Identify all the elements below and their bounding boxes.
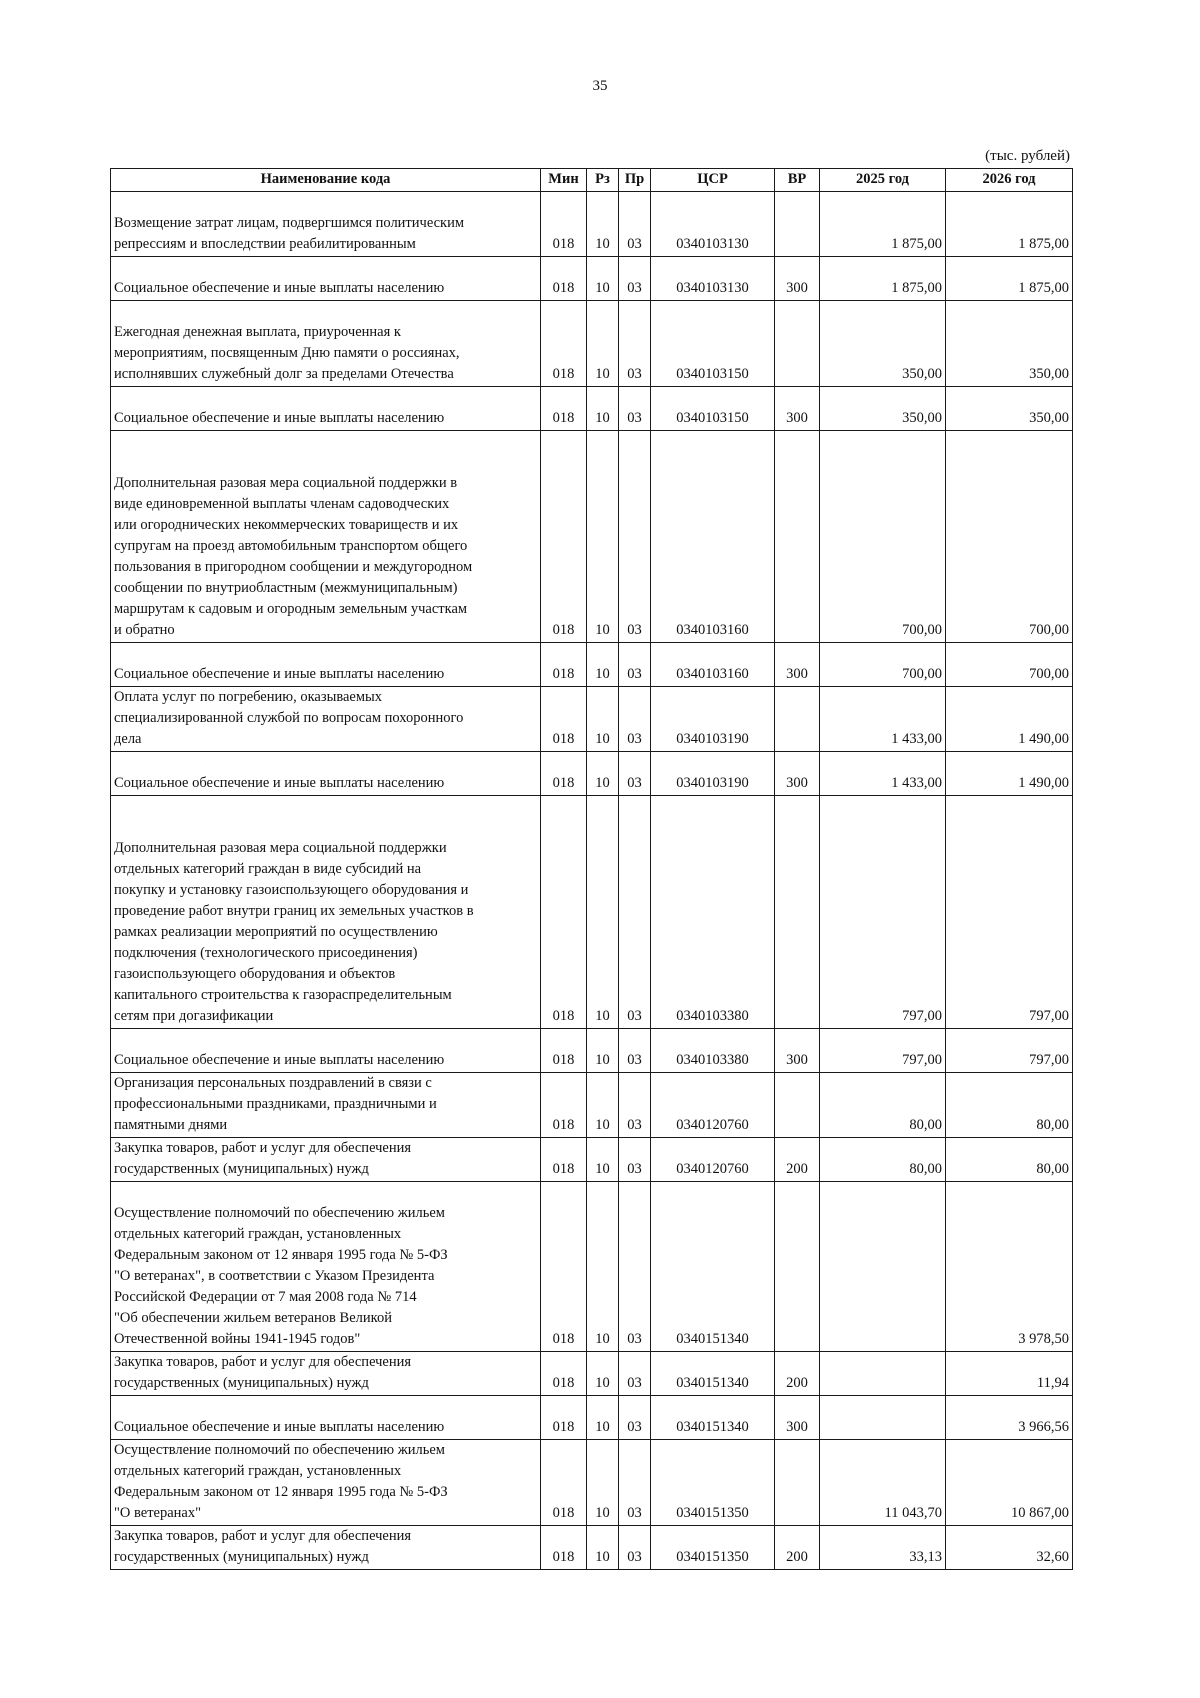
row-name-line: Федеральным законом от 12 января 1995 года № 5-ФЗ (114, 1484, 448, 1500)
row-csr: 0340151350 (651, 1440, 775, 1526)
row-min: 018 (541, 1440, 587, 1526)
row-name-line: Отечественной войны 1941-1945 годов" (114, 1331, 361, 1347)
row-pr: 03 (619, 1396, 651, 1440)
row-spacer (114, 643, 537, 664)
table-row (111, 301, 1073, 387)
row-amount-2026: 32,60 (946, 1526, 1073, 1570)
table-row (111, 1352, 1073, 1396)
row-amount-2025: 1 875,00 (820, 257, 946, 301)
row-min: 018 (541, 1396, 587, 1440)
row-min: 018 (541, 301, 587, 387)
table-row (111, 431, 1073, 643)
row-name (111, 687, 541, 752)
row-name (111, 796, 541, 1029)
row-rz: 10 (587, 643, 619, 687)
row-amount-2026: 1 490,00 (946, 687, 1073, 752)
row-name-line: Организация персональных поздравлений в связи с (114, 1075, 432, 1091)
row-name-line: Социальное обеспечение и иные выплаты населению (114, 1419, 445, 1435)
row-vr: 300 (775, 257, 820, 301)
row-vr (775, 1073, 820, 1138)
row-name-line: Закупка товаров, работ и услуг для обеспечения (114, 1140, 412, 1156)
row-name-line: Федеральным законом от 12 января 1995 года № 5-ФЗ (114, 1247, 448, 1263)
row-rz: 10 (587, 752, 619, 796)
row-rz: 10 (587, 301, 619, 387)
row-rz: 10 (587, 1182, 619, 1352)
row-name-line: сообщении по внутриобластным (межмуниципальным) (114, 580, 458, 596)
row-amount-2026: 3 978,50 (946, 1182, 1073, 1352)
row-min: 018 (541, 1182, 587, 1352)
row-pr: 03 (619, 301, 651, 387)
row-spacer (114, 796, 537, 817)
row-vr: 300 (775, 1396, 820, 1440)
table-row (111, 387, 1073, 431)
row-csr: 0340151340 (651, 1182, 775, 1352)
row-name-line: Возмещение затрат лицам, подвергшимся политическим (114, 215, 465, 231)
row-name-line: государственных (муниципальных) нужд (114, 1375, 369, 1391)
row-vr: 200 (775, 1352, 820, 1396)
row-csr: 0340103380 (651, 1029, 775, 1073)
row-name (111, 257, 541, 301)
row-name-line: проведение работ внутри границ их земельных участков в (114, 903, 474, 919)
col-header-vr: ВР (775, 169, 820, 192)
table-row (111, 192, 1073, 257)
row-min: 018 (541, 387, 587, 431)
row-spacer (114, 431, 537, 452)
row-amount-2026: 797,00 (946, 1029, 1073, 1073)
row-name-line: и обратно (114, 622, 175, 638)
row-min: 018 (541, 643, 587, 687)
row-amount-2025: 1 433,00 (820, 687, 946, 752)
table-body (111, 192, 1073, 1570)
row-name-line: покупку и установку газоиспользующего оборудования и (114, 882, 469, 898)
row-vr (775, 192, 820, 257)
row-pr: 03 (619, 1073, 651, 1138)
row-amount-2026: 80,00 (946, 1138, 1073, 1182)
row-pr: 03 (619, 192, 651, 257)
row-name-line: Закупка товаров, работ и услуг для обеспечения (114, 1528, 412, 1544)
row-vr: 300 (775, 643, 820, 687)
row-csr: 0340151340 (651, 1396, 775, 1440)
row-name (111, 301, 541, 387)
row-name-line: газоиспользующего оборудования и объектов (114, 966, 396, 982)
row-spacer (114, 817, 537, 838)
row-csr: 0340120760 (651, 1073, 775, 1138)
row-name-line: Дополнительная разовая мера социальной поддержки в (114, 475, 458, 491)
row-name-line: государственных (муниципальных) нужд (114, 1161, 369, 1177)
page-number: 35 (592, 78, 608, 94)
row-vr: 300 (775, 1029, 820, 1073)
row-pr: 03 (619, 1138, 651, 1182)
row-amount-2026: 1 875,00 (946, 257, 1073, 301)
row-vr (775, 431, 820, 643)
row-name-line: Социальное обеспечение и иные выплаты населению (114, 280, 445, 296)
row-csr: 0340103150 (651, 301, 775, 387)
row-rz: 10 (587, 1352, 619, 1396)
row-amount-2025: 80,00 (820, 1073, 946, 1138)
row-spacer (114, 192, 537, 213)
table-row (111, 643, 1073, 687)
row-pr: 03 (619, 1440, 651, 1526)
row-name-line: исполнявших служебный долг за пределами Отечества (114, 366, 454, 382)
row-name-line: капитального строительства к газораспределительным (114, 987, 452, 1003)
row-min: 018 (541, 1352, 587, 1396)
row-vr (775, 301, 820, 387)
row-name (111, 1138, 541, 1182)
row-pr: 03 (619, 431, 651, 643)
row-name-line: Социальное обеспечение и иные выплаты населению (114, 666, 445, 682)
row-pr: 03 (619, 643, 651, 687)
header-row (111, 169, 1073, 192)
row-name (111, 643, 541, 687)
row-name-line: Осуществление полномочий по обеспечению жильем (114, 1442, 445, 1458)
table-row (111, 1440, 1073, 1526)
row-pr: 03 (619, 752, 651, 796)
row-amount-2026: 3 966,56 (946, 1396, 1073, 1440)
row-amount-2025: 350,00 (820, 301, 946, 387)
row-amount-2025 (820, 1182, 946, 1352)
row-name-line: Социальное обеспечение и иные выплаты населению (114, 775, 445, 791)
row-csr: 0340151340 (651, 1352, 775, 1396)
col-header-name: Наименование кода (111, 169, 541, 192)
row-pr: 03 (619, 1526, 651, 1570)
col-header-min: Мин (541, 169, 587, 192)
row-spacer (114, 1396, 537, 1417)
row-name-line: репрессиям и впоследствии реабилитированным (114, 236, 416, 252)
row-name (111, 431, 541, 643)
row-name (111, 387, 541, 431)
row-amount-2025 (820, 1396, 946, 1440)
row-spacer (114, 257, 537, 278)
row-name-line: отдельных категорий граждан в виде субсидий на (114, 861, 422, 877)
row-csr: 0340103380 (651, 796, 775, 1029)
row-name-line: маршрутам к садовым и огородным земельным участкам (114, 601, 468, 617)
row-vr (775, 1182, 820, 1352)
row-pr: 03 (619, 1352, 651, 1396)
row-amount-2025: 700,00 (820, 431, 946, 643)
row-csr: 0340103150 (651, 387, 775, 431)
row-amount-2025: 11 043,70 (820, 1440, 946, 1526)
row-name (111, 1440, 541, 1526)
row-vr: 300 (775, 387, 820, 431)
row-rz: 10 (587, 1138, 619, 1182)
row-min: 018 (541, 796, 587, 1029)
row-rz: 10 (587, 1440, 619, 1526)
row-pr: 03 (619, 1029, 651, 1073)
row-rz: 10 (587, 1396, 619, 1440)
row-name-line: "Об обеспечении жильем ветеранов Великой (114, 1310, 392, 1326)
col-header-2025: 2025 год (820, 169, 946, 192)
row-pr: 03 (619, 796, 651, 1029)
row-amount-2025: 700,00 (820, 643, 946, 687)
row-amount-2026: 80,00 (946, 1073, 1073, 1138)
col-header-csr: ЦСР (651, 169, 775, 192)
row-amount-2026: 700,00 (946, 431, 1073, 643)
row-spacer (114, 387, 537, 408)
row-name-line: специализированной службой по вопросам похоронного (114, 710, 464, 726)
row-vr: 200 (775, 1526, 820, 1570)
table-row (111, 1396, 1073, 1440)
col-header-rz: Рз (587, 169, 619, 192)
row-csr: 0340103190 (651, 752, 775, 796)
row-name (111, 192, 541, 257)
row-name-line: супругам на проезд автомобильным транспортом общего (114, 538, 468, 554)
row-amount-2025 (820, 1352, 946, 1396)
row-vr: 300 (775, 752, 820, 796)
row-name-line: рамках реализации мероприятий по осуществлению (114, 924, 438, 940)
col-header-pr: Пр (619, 169, 651, 192)
row-amount-2025: 1 433,00 (820, 752, 946, 796)
row-rz: 10 (587, 387, 619, 431)
row-pr: 03 (619, 257, 651, 301)
table-row (111, 796, 1073, 1029)
table-row (111, 752, 1073, 796)
row-amount-2025: 80,00 (820, 1138, 946, 1182)
row-csr: 0340103130 (651, 257, 775, 301)
row-min: 018 (541, 192, 587, 257)
row-name-line: Социальное обеспечение и иные выплаты населению (114, 410, 445, 426)
row-vr (775, 1440, 820, 1526)
row-amount-2025: 350,00 (820, 387, 946, 431)
table-row (111, 1526, 1073, 1570)
row-amount-2025: 1 875,00 (820, 192, 946, 257)
row-rz: 10 (587, 257, 619, 301)
row-amount-2026: 11,94 (946, 1352, 1073, 1396)
table-row (111, 687, 1073, 752)
row-rz: 10 (587, 192, 619, 257)
row-name-line: отдельных категорий граждан, установленных (114, 1226, 402, 1242)
row-rz: 10 (587, 431, 619, 643)
row-csr: 0340120760 (651, 1138, 775, 1182)
row-min: 018 (541, 1073, 587, 1138)
row-name-line: мероприятиям, посвященным Дню памяти о россиянах, (114, 345, 460, 361)
row-name-line: дела (114, 731, 142, 747)
row-name-line: виде единовременной выплаты членам садоводческих (114, 496, 450, 512)
units-label: (тыс. рублей) (985, 148, 1070, 164)
row-csr: 0340103160 (651, 431, 775, 643)
row-spacer (114, 301, 537, 322)
col-header-2026: 2026 год (946, 169, 1073, 192)
row-vr: 200 (775, 1138, 820, 1182)
row-amount-2025: 33,13 (820, 1526, 946, 1570)
row-rz: 10 (587, 1073, 619, 1138)
row-csr: 0340103130 (651, 192, 775, 257)
row-csr: 0340103160 (651, 643, 775, 687)
table-row (111, 1073, 1073, 1138)
row-pr: 03 (619, 387, 651, 431)
row-name-line: Российской Федерации от 7 мая 2008 года № 714 (114, 1289, 417, 1305)
row-csr: 0340103190 (651, 687, 775, 752)
row-amount-2026: 1 875,00 (946, 192, 1073, 257)
row-min: 018 (541, 1029, 587, 1073)
row-amount-2026: 350,00 (946, 301, 1073, 387)
row-min: 018 (541, 1526, 587, 1570)
row-name-line: Оплата услуг по погребению, оказываемых (114, 689, 383, 705)
table-row (111, 1029, 1073, 1073)
row-name-line: пользования в пригородном сообщении и междугородном (114, 559, 473, 575)
row-name (111, 1182, 541, 1352)
row-amount-2026: 10 867,00 (946, 1440, 1073, 1526)
row-amount-2026: 797,00 (946, 796, 1073, 1029)
row-spacer (114, 752, 537, 773)
table-row (111, 257, 1073, 301)
row-min: 018 (541, 431, 587, 643)
row-amount-2025: 797,00 (820, 796, 946, 1029)
row-name (111, 1526, 541, 1570)
row-pr: 03 (619, 687, 651, 752)
row-spacer (114, 1182, 537, 1203)
row-name (111, 1396, 541, 1440)
row-name (111, 1073, 541, 1138)
row-name-line: подключения (технологического присоединения) (114, 945, 418, 961)
row-name-line: Закупка товаров, работ и услуг для обеспечения (114, 1354, 412, 1370)
row-vr (775, 687, 820, 752)
row-name-line: сетям при догазификации (114, 1008, 274, 1024)
table-row (111, 1138, 1073, 1182)
row-name-line: государственных (муниципальных) нужд (114, 1549, 369, 1565)
row-name (111, 752, 541, 796)
row-spacer (114, 1029, 537, 1050)
row-min: 018 (541, 257, 587, 301)
row-name-line: или огороднических некоммерческих товариществ и их (114, 517, 459, 533)
row-min: 018 (541, 752, 587, 796)
budget-table (110, 168, 1073, 1570)
row-min: 018 (541, 687, 587, 752)
row-name-line: Дополнительная разовая мера социальной поддержки (114, 840, 447, 856)
row-name-line: отдельных категорий граждан, установленных (114, 1463, 402, 1479)
row-name-line: Осуществление полномочий по обеспечению жильем (114, 1205, 445, 1221)
row-rz: 10 (587, 796, 619, 1029)
row-rz: 10 (587, 687, 619, 752)
row-min: 018 (541, 1138, 587, 1182)
row-pr: 03 (619, 1182, 651, 1352)
row-amount-2026: 700,00 (946, 643, 1073, 687)
row-name-line: Ежегодная денежная выплата, приуроченная к (114, 324, 401, 340)
table-row (111, 1182, 1073, 1352)
row-vr (775, 796, 820, 1029)
row-name-line: Социальное обеспечение и иные выплаты населению (114, 1052, 445, 1068)
row-amount-2026: 1 490,00 (946, 752, 1073, 796)
row-rz: 10 (587, 1029, 619, 1073)
row-name (111, 1029, 541, 1073)
row-name-line: "О ветеранах" (114, 1505, 202, 1521)
row-name (111, 1352, 541, 1396)
row-name-line: памятными днями (114, 1117, 228, 1133)
row-spacer (114, 452, 537, 473)
row-name-line: профессиональными праздниками, праздничными и (114, 1096, 437, 1112)
row-csr: 0340151350 (651, 1526, 775, 1570)
row-rz: 10 (587, 1526, 619, 1570)
row-name-line: "О ветеранах", в соответствии с Указом Президента (114, 1268, 435, 1284)
row-amount-2025: 797,00 (820, 1029, 946, 1073)
row-amount-2026: 350,00 (946, 387, 1073, 431)
